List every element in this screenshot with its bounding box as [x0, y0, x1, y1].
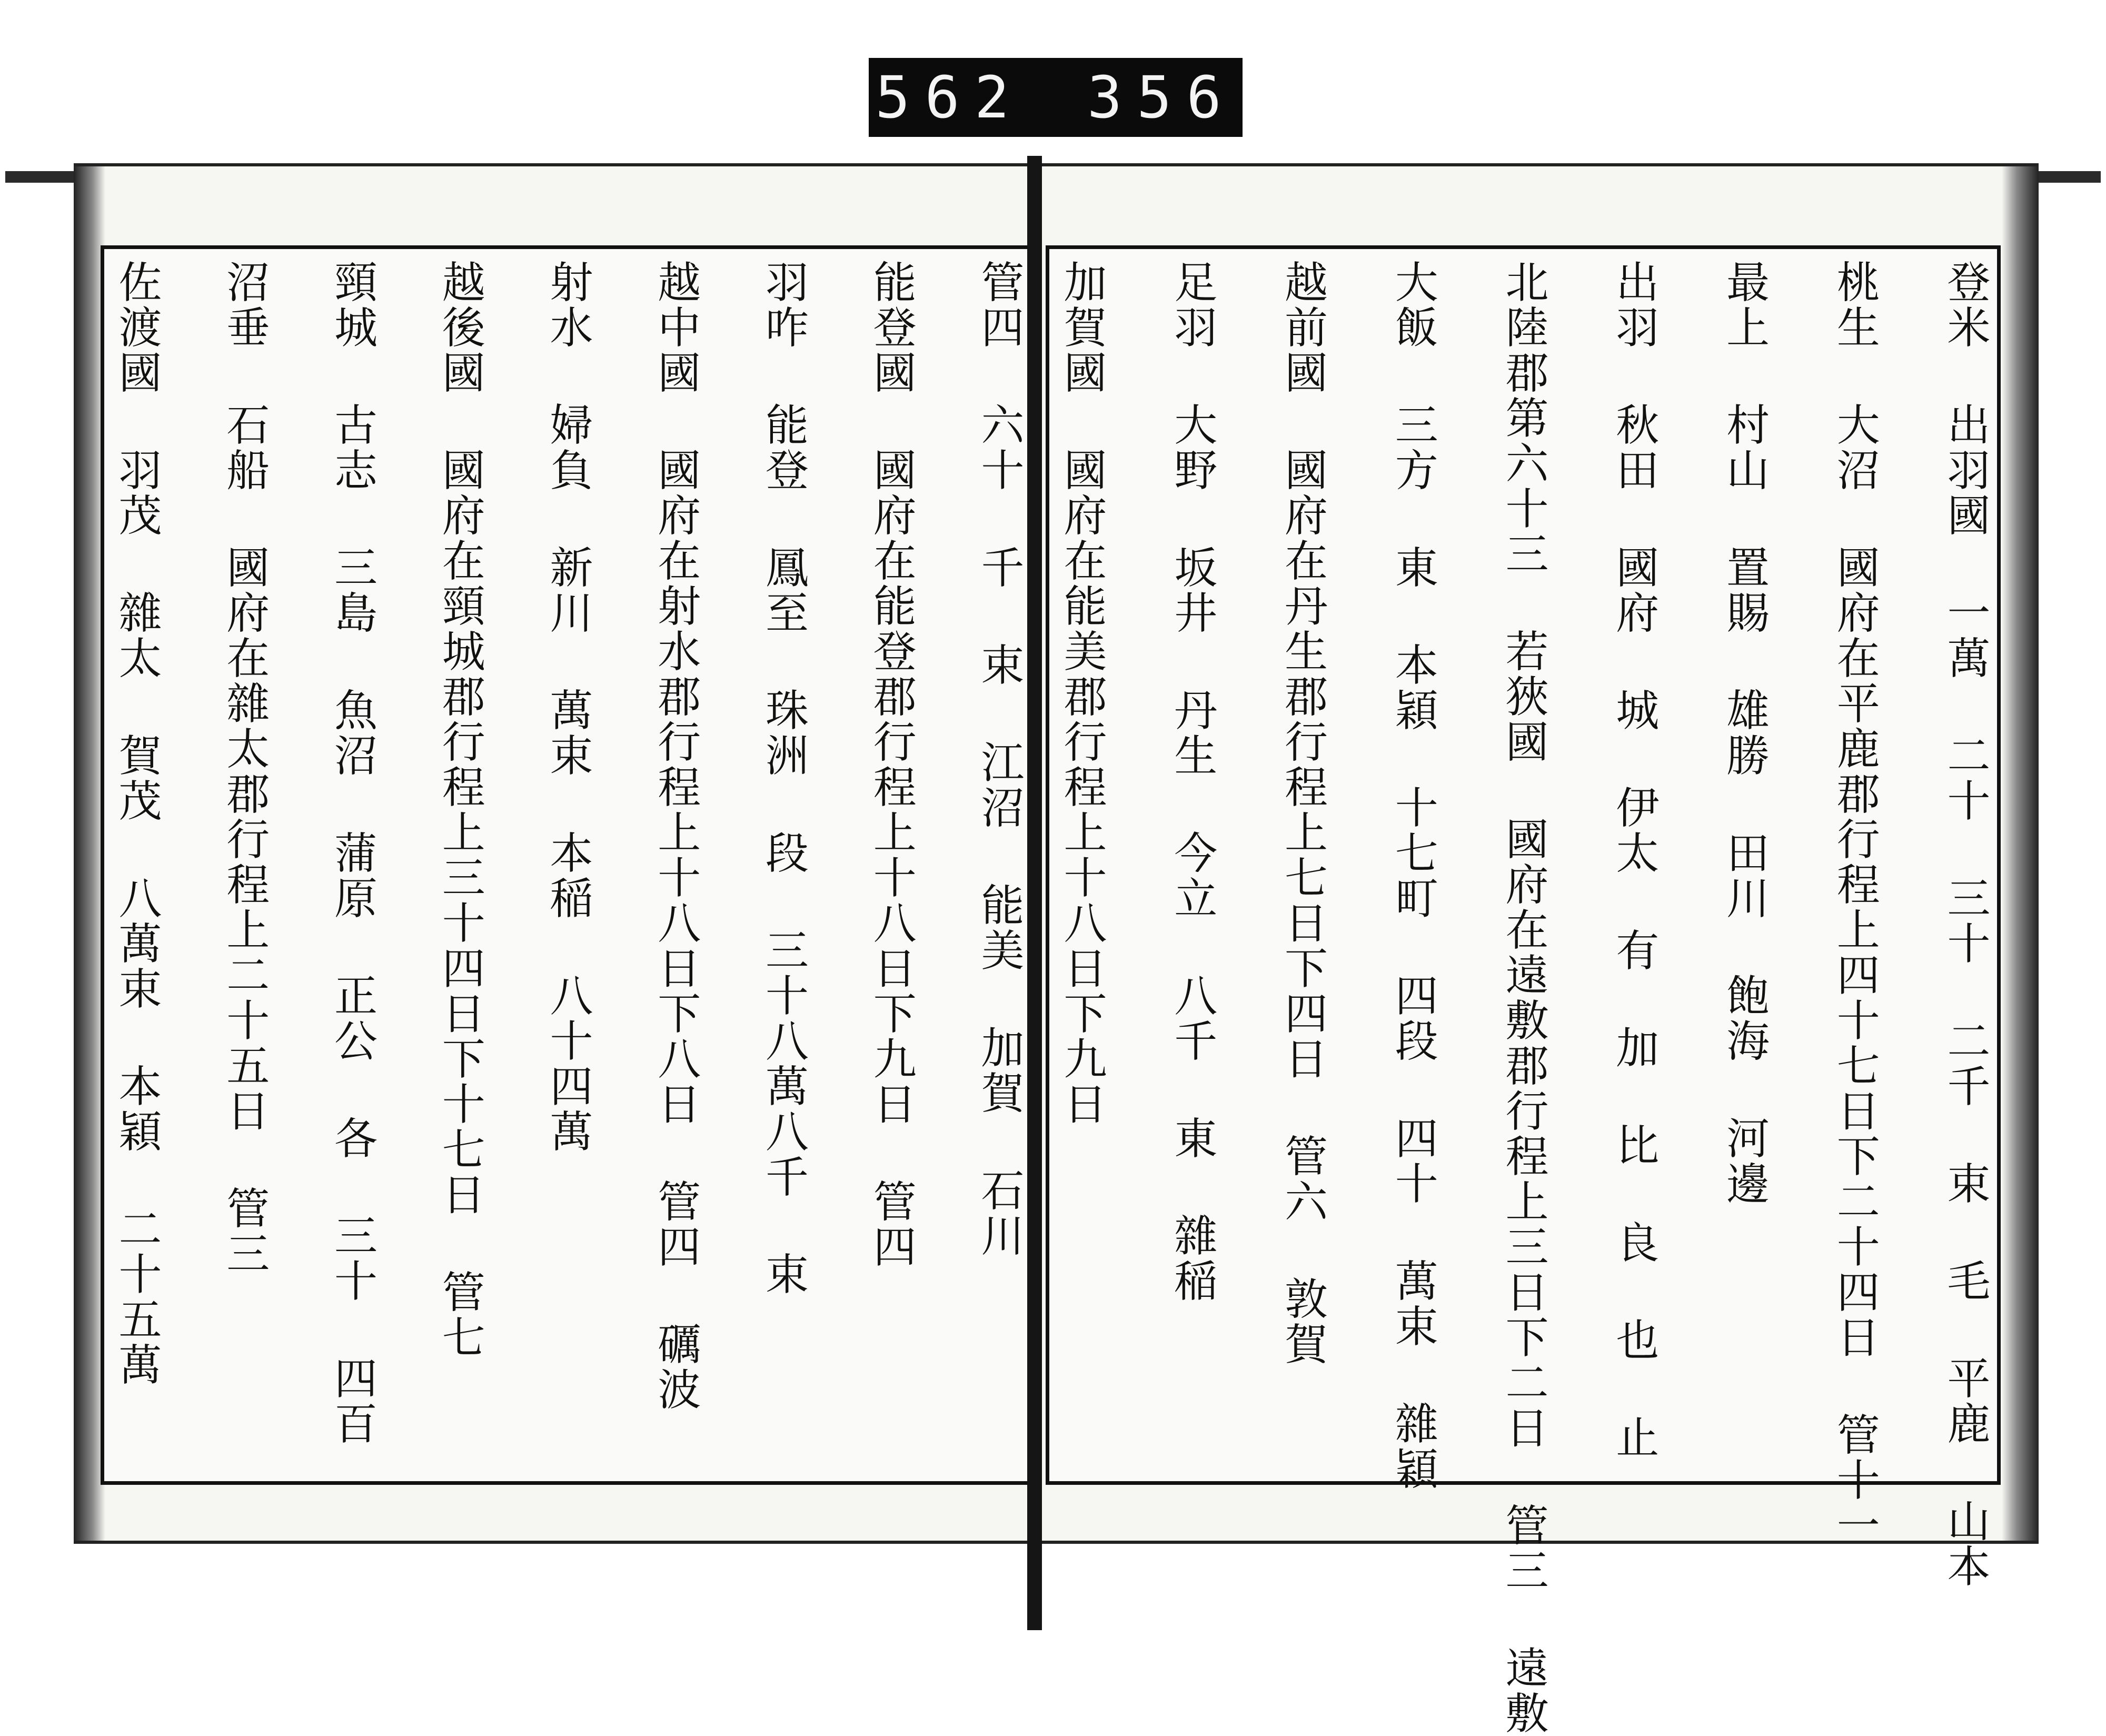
text-column: 桃生 大沼 國府在平鹿郡行程上四十七日下二十四日 管十一: [1830, 260, 1880, 1548]
text-column: 射水 婦負 新川 萬束 本稲 八十四萬: [543, 260, 593, 1154]
catalog-label-plate: [869, 58, 1243, 137]
text-column: 出羽 秋田 國府 城 伊太 有 加 比 良 也 止: [1608, 260, 1659, 1460]
text-column: 登米 出羽國 一萬 二十 三十 二千 束 毛 平鹿 山本: [1940, 260, 1990, 1589]
text-column: 北陸郡第六十三 若狹國 國府在遠敷郡行程上三日下二日 管三 遠敷: [1498, 260, 1548, 1736]
right-page-columns: [1057, 260, 1990, 1736]
text-column: 足羽 大野 坂井 丹生 今立 八千 東 雜稲: [1167, 260, 1217, 1304]
catalog-number-right: 356: [1087, 64, 1236, 131]
text-column: 沼垂 石船 國府在雜太郡行程上二十五日 管三: [219, 260, 270, 1276]
text-column: 頸城 古志 三島 魚沼 蒲原 正公 各 三十 四百: [327, 260, 378, 1446]
text-column: 加賀國 國府在能美郡行程上十八日下九日: [1057, 260, 1107, 1127]
text-column: 羽咋 能登 鳳至 珠洲 段 三十八萬八千 束: [758, 260, 809, 1297]
text-column: 佐渡國 羽茂 雜太 賀茂 八萬束 本穎 二十五萬: [112, 260, 162, 1387]
text-column: 越後國 國府在頸城郡行程上三十四日下十七日 管七: [435, 260, 485, 1360]
book-gutter: [1027, 156, 1042, 1630]
catalog-number-left: 562: [875, 64, 1024, 131]
left-page-columns: [112, 260, 1024, 1471]
book-edge-shadow-right: [2002, 166, 2039, 1541]
text-column: 管四 六十 千 束 江沼 能美 加賀 石川: [974, 260, 1024, 1258]
text-column: 越中國 國府在射水郡行程上十八日下八日 管四 礪波: [650, 260, 701, 1412]
text-column: 能登國 國府在能登郡行程上十八日下九日 管四: [866, 260, 917, 1269]
text-column: 越前國 國府在丹生郡行程上七日下四日 管六 敦賀: [1277, 260, 1328, 1367]
text-column: 大飯 三方 東 本穎 十七町 四段 四十 萬束 雜穎: [1388, 260, 1438, 1492]
open-book: [74, 163, 2039, 1736]
text-column: 最上 村山 置賜 雄勝 田川 飽海 河邊: [1719, 260, 1770, 1206]
left-page: [101, 245, 1035, 1485]
right-page: [1046, 245, 2001, 1736]
